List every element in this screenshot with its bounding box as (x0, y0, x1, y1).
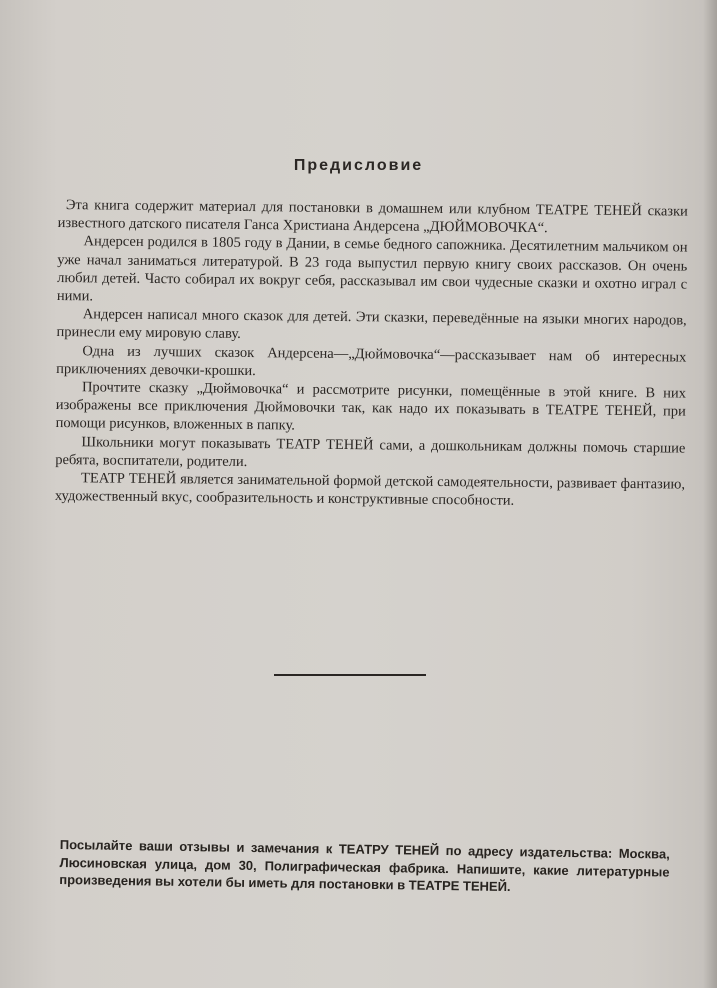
paragraph-6: Школьники могут показывать ТЕАТР ТЕНЕЙ сами, а дошкольникам должны помочь старшие ребята, воспитатели, родители. (55, 433, 686, 470)
page-title: Предисловие (293, 157, 424, 174)
footer-note-text: Посылайте ваши отзывы и замечания к ТЕАТРУ ТЕНЕЙ по адресу издательства: Москва, Люсиновская улица, дом 30, Полиграфическая фабрика. Напишите, какие литературные произведения вы хотели бы иметь для постановки в ТЕАТРЕ ТЕНЕЙ. (59, 836, 670, 895)
paragraph-2: Андерсен родился в 1805 году в Дании, в семье бедного сапожника. Десятилетним мальчиком он уже начал заниматься литературой. В 23 года выпустил первую книгу своих рассказов. Он очень любил детей. Часто собирал их вокруг себя, рассказывал им свои чудесные сказки и охотно играл с ними. (56, 233, 688, 305)
paragraph-7: ТЕАТР ТЕНЕЙ является занимательной формой детской самодеятельности, развивает фантазию, художественный вкус, сообразительность и конструктивные способности. (54, 470, 686, 510)
footer-note (59, 836, 670, 898)
preface-body (55, 196, 688, 512)
paragraph-5: Прочтите сказку „Дюймовочка“ и рассмотрите рисунки, помещённые в этой книге. В них изображены все приключения Дюймовочки так, как надо их показывать в ТЕАТРЕ ТЕНЕЙ, при помощи рисунков, вложенных в папку. (55, 379, 687, 434)
paragraph-4: Одна из лучших сказок Андерсена—„Дюймовочка“—рассказывает нам об интересных приключениях девочки-крошки. (56, 342, 687, 379)
page-edge-shadow (703, 0, 717, 988)
section-divider (274, 674, 426, 676)
paragraph-3: Андерсен написал много сказок для детей. Эти сказки, переведённые на языки многих народов, принесли ему мировую славу. (56, 306, 687, 343)
paragraph-1: Эта книга содержит материал для постановки в домашнем или клубном ТЕАТРЕ ТЕНЕЙ сказки известного датского писателя Ганса Христиана Андерсена „ДЮЙМОВОЧКА“. (57, 197, 688, 237)
